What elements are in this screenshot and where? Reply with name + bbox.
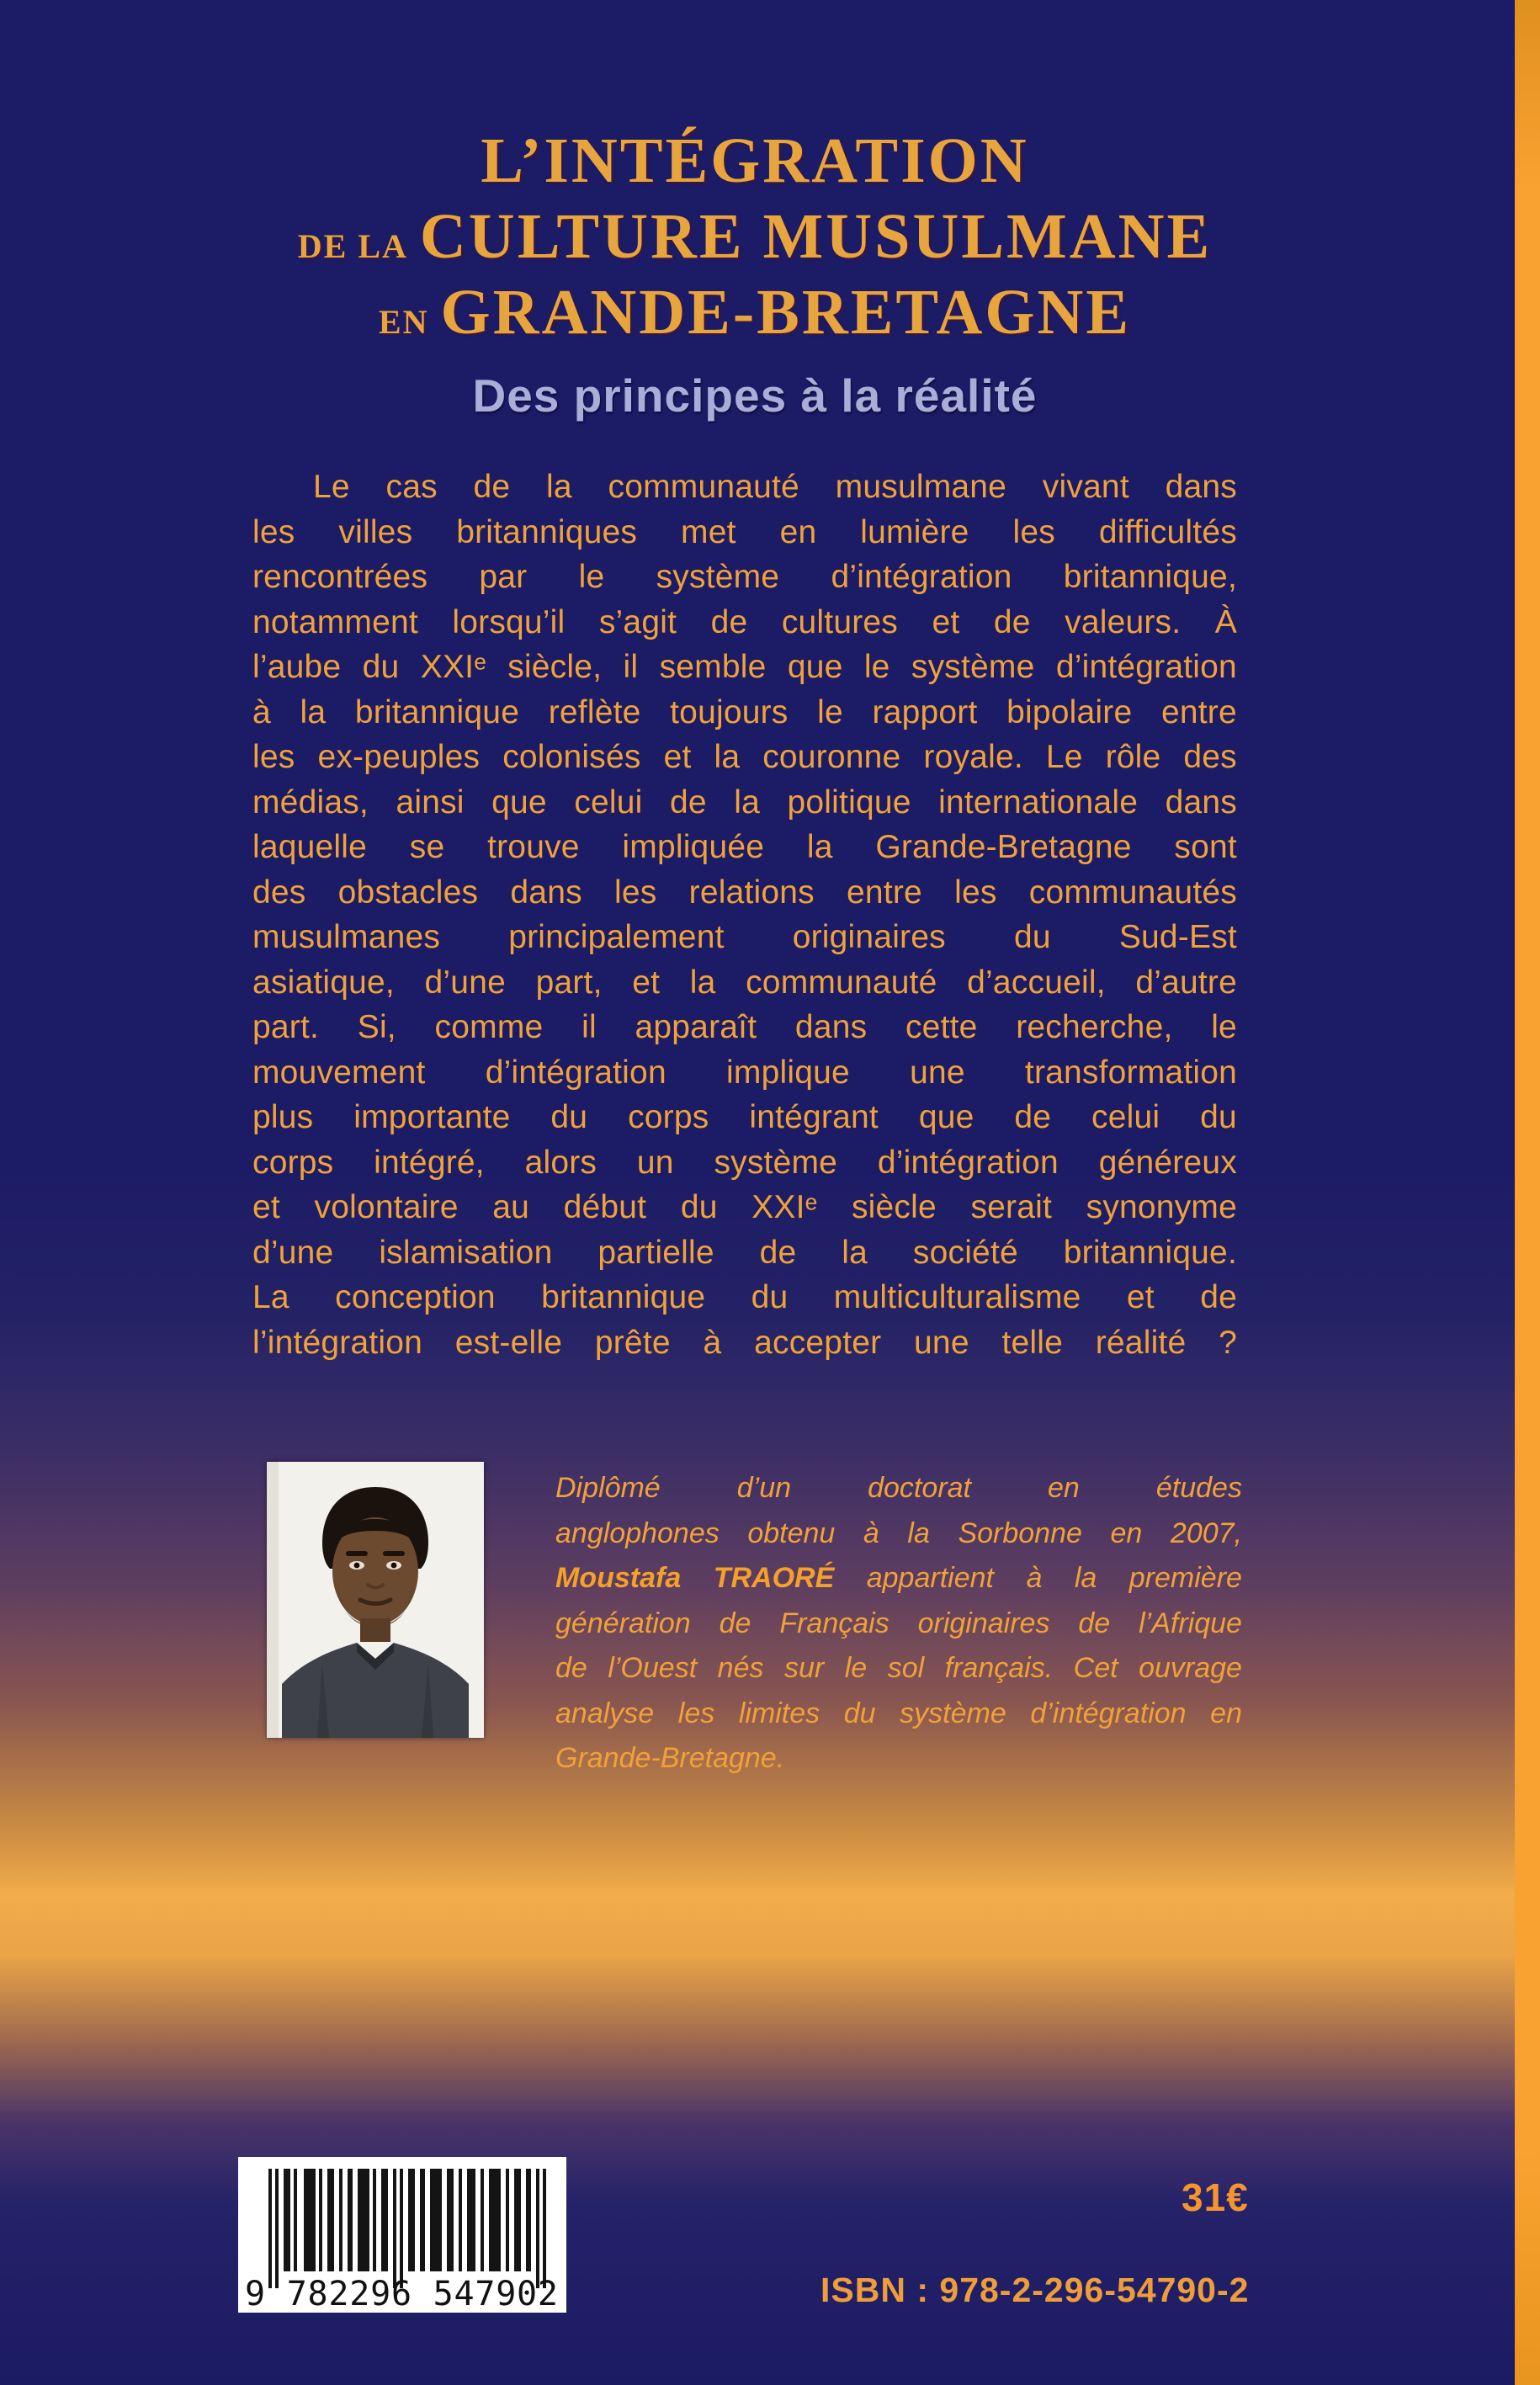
title-text-3: GRANDE-BRETAGNE xyxy=(440,277,1132,348)
barcode-digits: 9 782296 547902 xyxy=(245,2275,558,2313)
author-bio xyxy=(555,1466,1242,1782)
bio-line: de l’Ouest nés sur le sol français. Cet ouvrage xyxy=(555,1652,1242,1684)
book-title-line-3 xyxy=(0,274,1510,350)
bio-line: Diplômé d’un doctorat en études xyxy=(555,1472,1242,1504)
synopsis-line: mouvement d’intégration implique une transformation xyxy=(252,1054,1237,1091)
cover-edge-strip xyxy=(1515,0,1540,2385)
title-text-2: CULTURE MUSULMANE xyxy=(419,201,1213,272)
synopsis-line: les ex-peuples colonisés et la couronne royale. Le rôle des xyxy=(252,739,1237,775)
bio-line: anglophones obtenu à la Sorbonne en 2007, xyxy=(555,1517,1242,1549)
synopsis-line: l’aube du XXIᵉ siècle, il semble que le système d’intégration xyxy=(252,649,1237,685)
bio-line: analyse les limites du système d’intégration en xyxy=(555,1697,1242,1729)
title-text-1: L’INTÉGRATION xyxy=(481,125,1029,196)
bio-line: génération de Français originaires de l’Afrique xyxy=(555,1607,1242,1639)
barcode-graphic xyxy=(238,2157,566,2313)
author-photo xyxy=(267,1462,484,1738)
synopsis-line: à la britannique reflète toujours le rapport bipolaire entre xyxy=(252,693,1237,730)
author-portrait-graphic xyxy=(267,1462,484,1738)
synopsis-line: les villes britanniques met en lumière les difficultés xyxy=(252,513,1237,550)
synopsis-line: corps intégré, alors un système d’intégration généreux xyxy=(252,1144,1237,1181)
synopsis-line: d’une islamisation partielle de la société britannique. xyxy=(252,1234,1237,1271)
price: 31€ xyxy=(1182,2175,1249,2219)
synopsis-line: des obstacles dans les relations entre les communautés xyxy=(252,874,1237,911)
bio-line: Grande-Bretagne. xyxy=(555,1742,785,1774)
synopsis-line: laquelle se trouve impliquée la Grande-Bretagne sont xyxy=(252,829,1237,865)
synopsis-line: et volontaire au début du XXIᵉ siècle serait synonyme xyxy=(252,1189,1237,1225)
isbn: ISBN : 978-2-296-54790-2 xyxy=(820,2271,1250,2309)
book-title-line-2 xyxy=(0,199,1510,274)
barcode xyxy=(238,2157,566,2313)
bio-line: Moustafa TRAORÉ appartient à la première xyxy=(555,1562,1242,1594)
title-prefix-3: EN xyxy=(378,303,429,341)
title-prefix-2: DE LA xyxy=(297,227,408,265)
synopsis-line: médias, ainsi que celui de la politique internationale dans xyxy=(252,783,1237,821)
synopsis-line: Le cas de la communauté musulmane vivant dans xyxy=(313,469,1237,505)
book-title-line-1 xyxy=(0,123,1510,199)
title-block xyxy=(0,123,1510,422)
synopsis-paragraph xyxy=(252,465,1237,1365)
synopsis-line: l’intégration est-elle prête à accepter une telle réalité ? xyxy=(252,1324,1237,1361)
book-subtitle: Des principes à la réalité xyxy=(472,369,1038,422)
synopsis-line: part. Si, comme il apparaît dans cette recherche, le xyxy=(252,1009,1237,1045)
synopsis-line: notamment lorsqu’il s’agit de cultures et de valeurs. À xyxy=(252,603,1237,640)
synopsis-line: La conception britannique du multiculturalisme et de xyxy=(252,1279,1237,1315)
synopsis-line: asiatique, d’une part, et la communauté d’accueil, d’autre xyxy=(252,964,1237,1001)
synopsis-line: musulmanes principalement originaires du Sud-Est xyxy=(252,919,1237,955)
synopsis-line: rencontrées par le système d’intégration britannique, xyxy=(252,559,1237,595)
synopsis-line: plus importante du corps intégrant que de celui du xyxy=(252,1099,1237,1135)
